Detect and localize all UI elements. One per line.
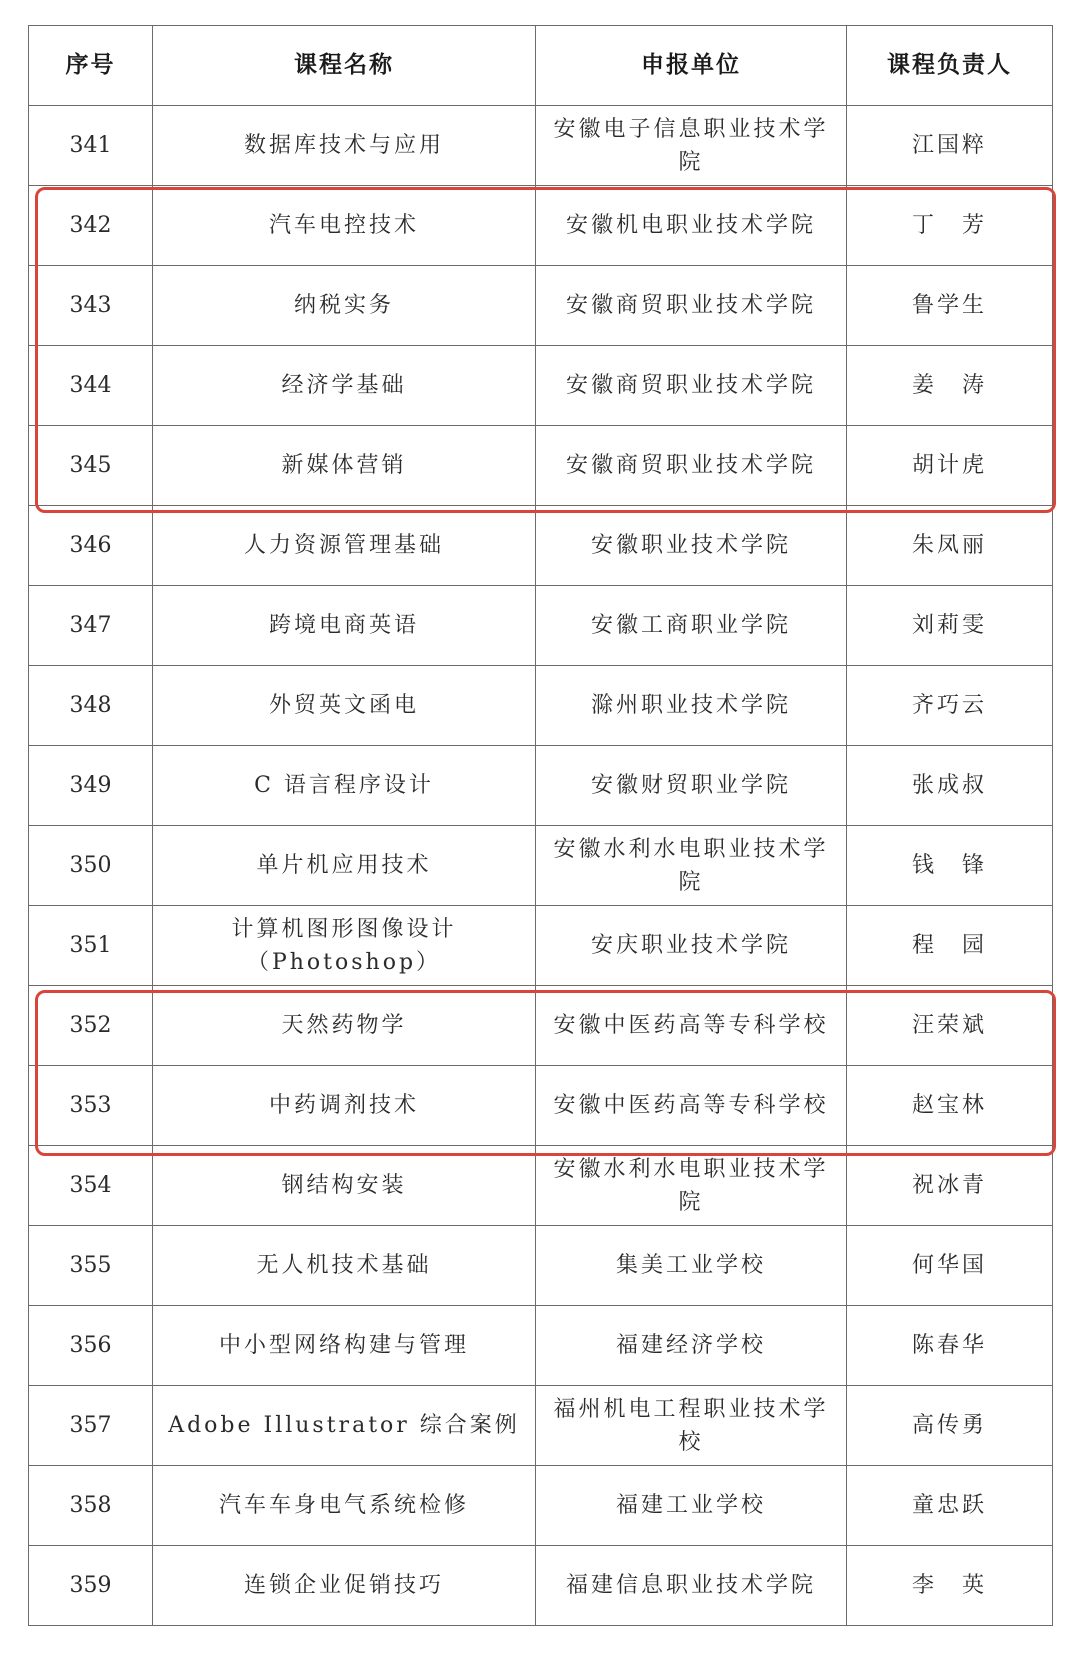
cell-no: 357: [29, 1386, 153, 1466]
cell-course-name: 汽车电控技术: [153, 186, 536, 266]
table-row: [29, 906, 1053, 986]
cell-no: 342: [29, 186, 153, 266]
cell-lead: 胡计虎: [847, 426, 1053, 506]
cell-course-name: 连锁企业促销技巧: [153, 1546, 536, 1626]
header-course-name: 课程名称: [153, 26, 536, 106]
cell-lead: 刘莉雯: [847, 586, 1053, 666]
table-row: [29, 1066, 1053, 1146]
cell-unit: 安徽商贸职业技术学院: [536, 346, 847, 426]
cell-no: 354: [29, 1146, 153, 1226]
cell-lead: 祝冰青: [847, 1146, 1053, 1226]
cell-course-name: C 语言程序设计: [153, 746, 536, 826]
table-row: [29, 1146, 1053, 1226]
cell-no: 348: [29, 666, 153, 746]
cell-course-name: 天然药物学: [153, 986, 536, 1066]
table-row: [29, 426, 1053, 506]
cell-course-name: 新媒体营销: [153, 426, 536, 506]
cell-course-name: 无人机技术基础: [153, 1226, 536, 1306]
cell-unit: 集美工业学校: [536, 1226, 847, 1306]
cell-course-name: 经济学基础: [153, 346, 536, 426]
header-lead: 课程负责人: [847, 26, 1053, 106]
table-row: [29, 586, 1053, 666]
table-row: [29, 186, 1053, 266]
cell-lead: 张成叔: [847, 746, 1053, 826]
cell-unit: 安徽电子信息职业技术学院: [536, 106, 847, 186]
table-body: [29, 106, 1053, 1626]
cell-course-name: 计算机图形图像设计（Photoshop）: [153, 906, 536, 986]
cell-lead: 姜 涛: [847, 346, 1053, 426]
table-row: [29, 1466, 1053, 1546]
cell-lead: 朱凤丽: [847, 506, 1053, 586]
cell-unit: 安徽职业技术学院: [536, 506, 847, 586]
cell-lead: 高传勇: [847, 1386, 1053, 1466]
cell-course-name: 外贸英文函电: [153, 666, 536, 746]
cell-course-name: Adobe Illustrator 综合案例: [153, 1386, 536, 1466]
cell-unit: 安徽机电职业技术学院: [536, 186, 847, 266]
table-row: [29, 506, 1053, 586]
cell-lead: 程 园: [847, 906, 1053, 986]
cell-no: 343: [29, 266, 153, 346]
cell-lead: 李 英: [847, 1546, 1053, 1626]
cell-course-name: 跨境电商英语: [153, 586, 536, 666]
cell-unit: 福建经济学校: [536, 1306, 847, 1386]
cell-unit: 安徽财贸职业学院: [536, 746, 847, 826]
cell-unit: 福州机电工程职业技术学校: [536, 1386, 847, 1466]
table-row: [29, 1306, 1053, 1386]
table-row: [29, 1546, 1053, 1626]
header-unit: 申报单位: [536, 26, 847, 106]
cell-lead: 江国粹: [847, 106, 1053, 186]
cell-no: 344: [29, 346, 153, 426]
cell-no: 349: [29, 746, 153, 826]
table-row: [29, 1226, 1053, 1306]
table-row: [29, 666, 1053, 746]
cell-lead: 钱 锋: [847, 826, 1053, 906]
table-row: [29, 826, 1053, 906]
header-no: 序号: [29, 26, 153, 106]
cell-no: 345: [29, 426, 153, 506]
cell-lead: 陈春华: [847, 1306, 1053, 1386]
cell-lead: 汪荣斌: [847, 986, 1053, 1066]
cell-no: 353: [29, 1066, 153, 1146]
cell-lead: 童忠跃: [847, 1466, 1053, 1546]
cell-no: 356: [29, 1306, 153, 1386]
cell-course-name: 中药调剂技术: [153, 1066, 536, 1146]
table-row: [29, 1386, 1053, 1466]
table-header-row: [29, 26, 1053, 106]
cell-course-name: 单片机应用技术: [153, 826, 536, 906]
cell-no: 355: [29, 1226, 153, 1306]
cell-course-name: 纳税实务: [153, 266, 536, 346]
cell-course-name: 钢结构安装: [153, 1146, 536, 1226]
table-row: [29, 266, 1053, 346]
cell-course-name: 汽车车身电气系统检修: [153, 1466, 536, 1546]
cell-unit: 福建工业学校: [536, 1466, 847, 1546]
cell-unit: 安徽商贸职业技术学院: [536, 426, 847, 506]
cell-unit: 安徽中医药高等专科学校: [536, 1066, 847, 1146]
cell-unit: 滁州职业技术学院: [536, 666, 847, 746]
cell-unit: 安徽水利水电职业技术学院: [536, 826, 847, 906]
cell-lead: 何华国: [847, 1226, 1053, 1306]
cell-no: 341: [29, 106, 153, 186]
cell-no: 350: [29, 826, 153, 906]
table-row: [29, 746, 1053, 826]
cell-no: 351: [29, 906, 153, 986]
cell-lead: 齐巧云: [847, 666, 1053, 746]
cell-no: 358: [29, 1466, 153, 1546]
cell-lead: 丁 芳: [847, 186, 1053, 266]
table-row: [29, 986, 1053, 1066]
course-table-container: [28, 25, 1052, 1626]
cell-no: 347: [29, 586, 153, 666]
cell-unit: 安徽工商职业学院: [536, 586, 847, 666]
table-row: [29, 106, 1053, 186]
cell-unit: 安徽商贸职业技术学院: [536, 266, 847, 346]
cell-course-name: 人力资源管理基础: [153, 506, 536, 586]
cell-no: 352: [29, 986, 153, 1066]
cell-unit: 安徽水利水电职业技术学院: [536, 1146, 847, 1226]
cell-course-name: 中小型网络构建与管理: [153, 1306, 536, 1386]
cell-course-name: 数据库技术与应用: [153, 106, 536, 186]
cell-lead: 鲁学生: [847, 266, 1053, 346]
cell-unit: 安庆职业技术学院: [536, 906, 847, 986]
table-row: [29, 346, 1053, 426]
course-table: [28, 25, 1053, 1626]
cell-no: 346: [29, 506, 153, 586]
cell-lead: 赵宝林: [847, 1066, 1053, 1146]
cell-unit: 福建信息职业技术学院: [536, 1546, 847, 1626]
cell-unit: 安徽中医药高等专科学校: [536, 986, 847, 1066]
cell-no: 359: [29, 1546, 153, 1626]
